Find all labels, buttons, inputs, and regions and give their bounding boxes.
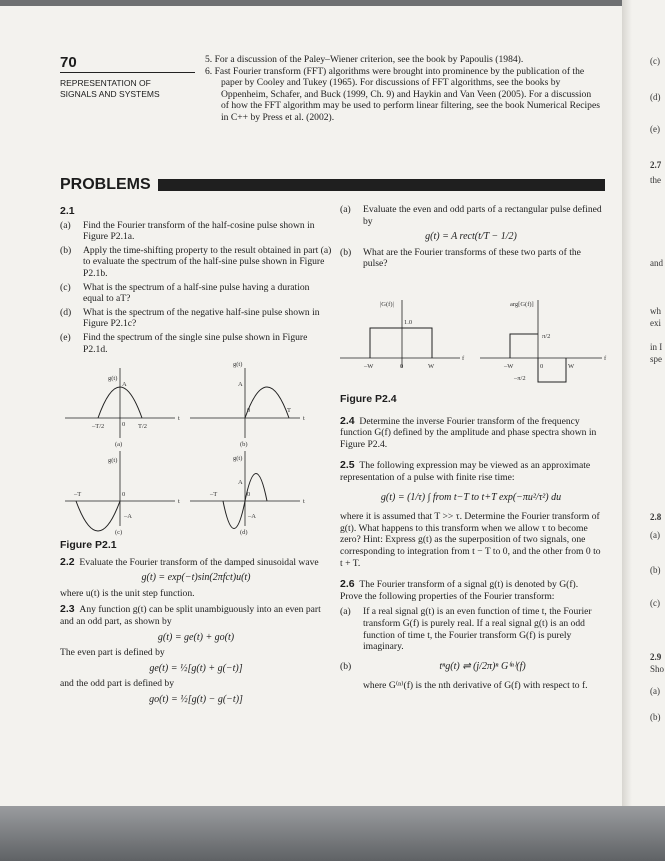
edge-label: (d) <box>650 92 661 102</box>
fig24-zero: 0 <box>400 363 404 370</box>
item-text: Evaluate the even and odd parts of a rectangular pulse defined by <box>363 204 602 227</box>
edge-label: the <box>650 175 661 185</box>
edge-label: spe <box>650 354 662 364</box>
notes <box>205 54 600 124</box>
edge-label: (a) <box>650 686 660 696</box>
fig24-phase-label: arg[G(f)] <box>510 301 534 308</box>
problem-2-3-eq1: g(t) = ge(t) + go(t) <box>157 631 235 643</box>
problem-2-5 <box>340 460 602 483</box>
edge-label: (b) <box>650 712 661 722</box>
fig24-pi2: π/2 <box>542 333 551 340</box>
problem-2-1-a <box>60 220 332 243</box>
item-text: If a real signal g(t) is an even function of time t, the Fourier transform G(f) is purely real. If a real signal g(t) is an odd function of time t, the Fourier transform G(f) is purely imaginary. <box>363 606 592 653</box>
problem-2-6-a <box>340 606 602 652</box>
edge-label: 2.7 <box>650 160 662 170</box>
edge-label: (a) <box>650 530 660 540</box>
edge-label: (e) <box>650 124 660 134</box>
item-tag: (a) <box>340 204 351 215</box>
left-column <box>60 206 332 357</box>
problem-2-1-number: 2.1 <box>60 205 75 217</box>
fig24-negW: –W <box>364 363 374 370</box>
problem-2-6 <box>340 579 602 602</box>
item-text: Find the spectrum of the single sine pulse shown in Figure P2.1d. <box>83 331 308 355</box>
book-page <box>0 6 622 806</box>
fig-c-caption: (c) <box>115 529 123 536</box>
problem-2-2-text: Evaluate the Fourier transform of the damped sinusoidal wave <box>79 556 319 568</box>
note-6: 6. Fast Fourier transform (FFT) algorithms were brought into prominence by the publication of the paper by Cooley and Tukey (1965). For discussions of FFT algorithms, see the books by Oppenheim, Schafer, and Buck (1999, Ch. 9) and Haykin and Van Veen (2005). For a discussion of how the FFT algorithm may be used to perform linear filtering, see the book Numerical Recipes in C++ by Press et al. (2002). <box>205 65 600 123</box>
item-text: What is the spectrum of the negative half-sine pulse shown in Figure P2.1c? <box>83 306 320 330</box>
problem-2-4-text: Determine the inverse Fourier transform of the frequency function G(f) defined by the amplitude and phase spectra shown in Figure P2.4. <box>340 415 597 450</box>
problem-2-4 <box>340 416 602 451</box>
item-text: Apply the time-shifting property to the result obtained in part (a) to evaluate the spectrum of the half-sine pulse shown in Figure P2.1b. <box>83 244 332 279</box>
fig-d-negT: –T <box>210 491 218 498</box>
fig-b-zero: 0 <box>247 407 251 414</box>
page-number: 70 <box>60 54 77 71</box>
problem-2-6-b-equation: tⁿg(t) ⇌ (j/2π)ⁿ G⁽ⁿ⁾(f) <box>439 660 526 672</box>
fig-a-neghalfT: –T/2 <box>92 423 105 430</box>
item-tag: (c) <box>60 281 71 293</box>
problem-2-6-text: The Fourier transform of a signal g(t) is denoted by G(f). Prove the following properties of the Fourier transform: <box>340 579 579 602</box>
fig-b-g: g(t) <box>233 361 243 368</box>
fig-a-t: t <box>178 415 180 422</box>
right-column-lower <box>340 394 602 694</box>
running-head-line2: SIGNALS AND SYSTEMS <box>60 89 160 99</box>
figure-p2-4 <box>340 288 610 388</box>
edge-label: (b) <box>650 565 661 575</box>
edge-label: in I <box>650 342 663 352</box>
problem-2-1-d <box>60 307 332 330</box>
problem-2-3-a <box>340 204 602 227</box>
edge-label: (c) <box>650 56 660 66</box>
fig-a-A: A <box>122 381 127 388</box>
running-head <box>60 78 210 100</box>
problem-2-6-b <box>340 661 602 692</box>
right-column-top <box>340 202 602 272</box>
problem-2-3-a-equation: g(t) = A rect(t/T − 1/2) <box>425 231 517 243</box>
edge-label: exi <box>650 318 661 328</box>
problem-2-2-after: where u(t) is the unit step function. <box>60 587 195 599</box>
problem-2-3-text: Any function g(t) can be split unambiguously into an even part and an odd part, as shown by <box>60 604 321 627</box>
problem-2-3-even-text: The even part is defined by <box>60 647 165 659</box>
item-text: What are the Fourier transforms of these two parts of the pulse? <box>363 246 581 270</box>
fig24-mag-label: |G(f)| <box>380 301 394 308</box>
problem-2-1-c <box>60 282 332 305</box>
fig-c-zero: 0 <box>122 491 126 498</box>
problem-2-2-number: 2.2 <box>60 555 75 568</box>
fig-d-t: t <box>303 498 305 505</box>
problem-2-3-eq2: ge(t) = ½[g(t) + g(−t)] <box>149 662 243 674</box>
fig-c-negT: –T <box>74 491 82 498</box>
edge-label: 2.8 <box>650 512 662 522</box>
facing-page-edge <box>622 0 665 861</box>
item-tag: (e) <box>60 331 71 343</box>
figure-p2-1-caption: Figure P2.1 <box>60 539 117 551</box>
problems-bar <box>158 179 605 191</box>
running-head-line1: REPRESENTATION OF <box>60 78 151 88</box>
problem-2-5-number: 2.5 <box>340 459 355 472</box>
page-bottom-shadow <box>0 806 665 861</box>
item-tag: (b) <box>340 246 352 258</box>
fig-d-g: g(t) <box>233 455 243 462</box>
problems-header <box>60 176 605 194</box>
fig-a-g: g(t) <box>108 375 118 382</box>
item-tag: (b) <box>340 660 352 672</box>
left-column-lower <box>60 540 332 710</box>
item-text: Find the Fourier transform of the half-cosine pulse shown in Figure P2.1a. <box>83 219 315 243</box>
problem-2-2 <box>60 557 332 569</box>
problem-2-1-e <box>60 332 332 355</box>
item-tag: (a) <box>340 606 351 618</box>
problem-2-6-number: 2.6 <box>340 578 355 591</box>
fig-b-A: A <box>238 381 243 388</box>
fig-b-T: T <box>287 407 291 414</box>
figure-p2-4-caption: Figure P2.4 <box>340 393 397 405</box>
fig24-f1: f <box>462 355 465 362</box>
fig24-negW2: –W <box>504 363 514 370</box>
item-text: What is the spectrum of a half-sine pulse having a duration equal to aT? <box>83 281 310 305</box>
fig24-one: 1.0 <box>404 319 413 326</box>
fig-a-zero: 0 <box>122 421 126 428</box>
edge-label: wh <box>650 306 661 316</box>
fig-a-caption: (a) <box>115 441 123 448</box>
edge-label: 2.9 <box>650 652 662 662</box>
fig-b-caption: (b) <box>240 441 248 448</box>
fig-a-halfT: T/2 <box>138 423 148 430</box>
fig-d-A: A <box>238 479 243 486</box>
problem-2-2-equation: g(t) = exp(−t)sin(2πfct)u(t) <box>141 572 251 584</box>
problem-2-3 <box>60 604 332 627</box>
figure-p2-1 <box>60 356 332 538</box>
header-rule <box>60 72 195 73</box>
fig-d-zero: 0 <box>247 491 251 498</box>
item-tag: (d) <box>60 306 72 318</box>
edge-label: (c) <box>650 598 660 608</box>
problem-2-3-eq3: go(t) = ½[g(t) − g(−t)] <box>149 693 243 705</box>
edge-label: Sho <box>650 664 665 674</box>
problem-2-5-equation: g(t) = (1/τ) ∫ from t−T to t+T exp(−πu²/τ²) du <box>380 491 562 503</box>
problem-2-5-text: The following expression may be viewed as an approximate representation of a pulse with finite rise time: <box>340 460 591 483</box>
fig24-W2: W <box>568 363 575 370</box>
problem-2-5-after: where it is assumed that T >> τ. Determine the Fourier transform of g(t). What happens to this transform when we allow τ to become zero? Hint: Express g(t) as the superposition of two signals, one corresponding to integration from t − T to 0, and the other from 0 to t + T. <box>340 511 601 569</box>
fig-c-g: g(t) <box>108 457 118 464</box>
problem-2-3-b <box>340 247 602 270</box>
problem-2-3-number: 2.3 <box>60 603 75 616</box>
fig-c-t: t <box>178 498 180 505</box>
problem-2-1-b <box>60 245 332 280</box>
edge-label: and <box>650 258 663 268</box>
fig-d-caption: (d) <box>240 529 248 536</box>
problems-title: PROBLEMS <box>60 176 155 194</box>
fig24-f2: f <box>604 355 607 362</box>
problem-2-3-odd-text: and the odd part is defined by <box>60 678 175 690</box>
item-tag: (a) <box>60 219 71 231</box>
fig-b-t: t <box>303 415 305 422</box>
item-tag: (b) <box>60 244 72 256</box>
fig24-W: W <box>428 363 435 370</box>
fig24-zero2: 0 <box>540 363 544 370</box>
fig24-negpi2: –π/2 <box>514 375 526 382</box>
problem-2-4-number: 2.4 <box>340 414 355 427</box>
problem-2-6-b-after: where G⁽ⁿ⁾(f) is the nth derivative of G(f) with respect to f. <box>363 680 588 692</box>
note-5: 5. For a discussion of the Paley–Wiener criterion, see the book by Papoulis (1984). <box>205 54 524 65</box>
fig-d-negA: –A <box>248 513 256 520</box>
fig-c-negA: –A <box>124 513 132 520</box>
